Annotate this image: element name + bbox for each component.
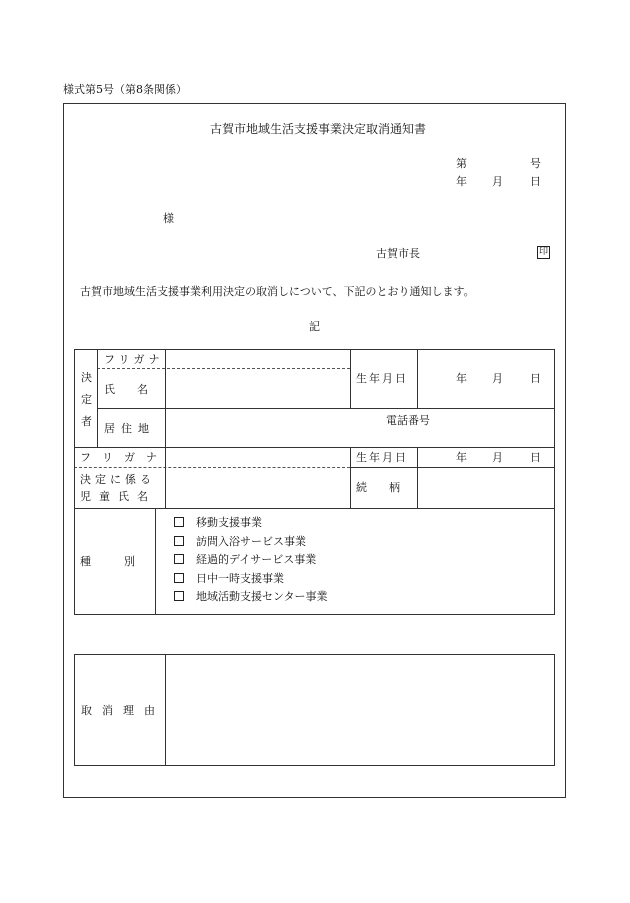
checkbox-icon[interactable] — [174, 517, 184, 527]
table-line — [97, 349, 98, 448]
seal-stamp: 印 — [538, 247, 548, 257]
birthdate-month: 月 — [492, 372, 503, 385]
child-furigana-label: フ リ ガ ナ — [80, 451, 157, 464]
table-line — [417, 349, 418, 408]
table-line — [74, 614, 555, 615]
type-label: 種 別 — [80, 555, 135, 568]
table-line — [74, 654, 555, 655]
name-label: 氏 名 — [104, 383, 148, 396]
checkbox-icon[interactable] — [174, 554, 184, 564]
table-dashed-line — [74, 467, 350, 468]
type-option[interactable]: 訪問入浴サービス事業 — [174, 536, 328, 555]
table-line — [74, 349, 75, 615]
table-dashed-line — [97, 368, 350, 369]
date-day: 日 — [530, 175, 541, 188]
table-line — [350, 467, 555, 468]
child-birthdate-year: 年 — [456, 451, 467, 464]
birthdate-label: 生年月日 — [356, 372, 408, 385]
addressee-suffix: 様 — [163, 212, 174, 225]
furigana-label: フリガナ — [104, 353, 164, 366]
ki-label: 記 — [309, 320, 320, 333]
table-line — [554, 349, 555, 615]
type-options — [174, 517, 328, 610]
date-year: 年 — [456, 175, 467, 188]
table-line — [417, 447, 418, 508]
type-option[interactable]: 経過的デイサービス事業 — [174, 554, 328, 573]
table-line — [554, 654, 555, 766]
body-text: 古賀市地域生活支援事業利用決定の取消しについて、下記のとおり通知します。 — [80, 285, 475, 298]
decided-person-char-2: 定 — [81, 393, 92, 406]
checkbox-icon[interactable] — [174, 536, 184, 546]
decided-person-char-1: 決 — [81, 371, 92, 384]
table-line — [165, 654, 166, 766]
form-number: 様式第5号（第8条関係） — [63, 83, 187, 96]
address-label: 居住地 — [104, 422, 155, 435]
table-line — [350, 447, 351, 508]
table-line — [74, 447, 555, 448]
doc-no-dai: 第 — [456, 157, 467, 170]
table-line — [74, 508, 555, 509]
table-line — [74, 349, 555, 350]
checkbox-icon[interactable] — [174, 591, 184, 601]
document-title: 古賀市地域生活支援事業決定取消通知書 — [210, 122, 427, 136]
table-line — [165, 349, 166, 508]
checkbox-icon[interactable] — [174, 573, 184, 583]
cancel-reason-field[interactable] — [170, 660, 550, 760]
child-birthdate-label: 生年月日 — [356, 451, 408, 464]
table-line — [74, 765, 555, 766]
child-birthdate-day: 日 — [530, 451, 541, 464]
issuer: 古賀市長 — [376, 247, 420, 260]
birthdate-year: 年 — [456, 372, 467, 385]
phone-label: 電話番号 — [386, 414, 430, 427]
cancel-reason-label: 取消理由 — [81, 704, 165, 717]
child-label-line1: 決定に係る — [80, 473, 155, 486]
type-option[interactable]: 移動支援事業 — [174, 517, 328, 536]
birthdate-day: 日 — [530, 372, 541, 385]
table-line — [74, 654, 75, 766]
relation-label: 続 柄 — [356, 481, 400, 494]
table-line — [350, 349, 351, 408]
child-birthdate-month: 月 — [492, 451, 503, 464]
type-option[interactable]: 地域活動支援センター事業 — [174, 591, 328, 610]
type-option[interactable]: 日中一時支援事業 — [174, 573, 328, 592]
table-line — [155, 508, 156, 615]
decided-person-char-3: 者 — [81, 415, 92, 428]
child-label-line2: 児童氏名 — [80, 490, 156, 503]
date-month: 月 — [492, 175, 503, 188]
doc-no-gou: 号 — [530, 157, 541, 170]
